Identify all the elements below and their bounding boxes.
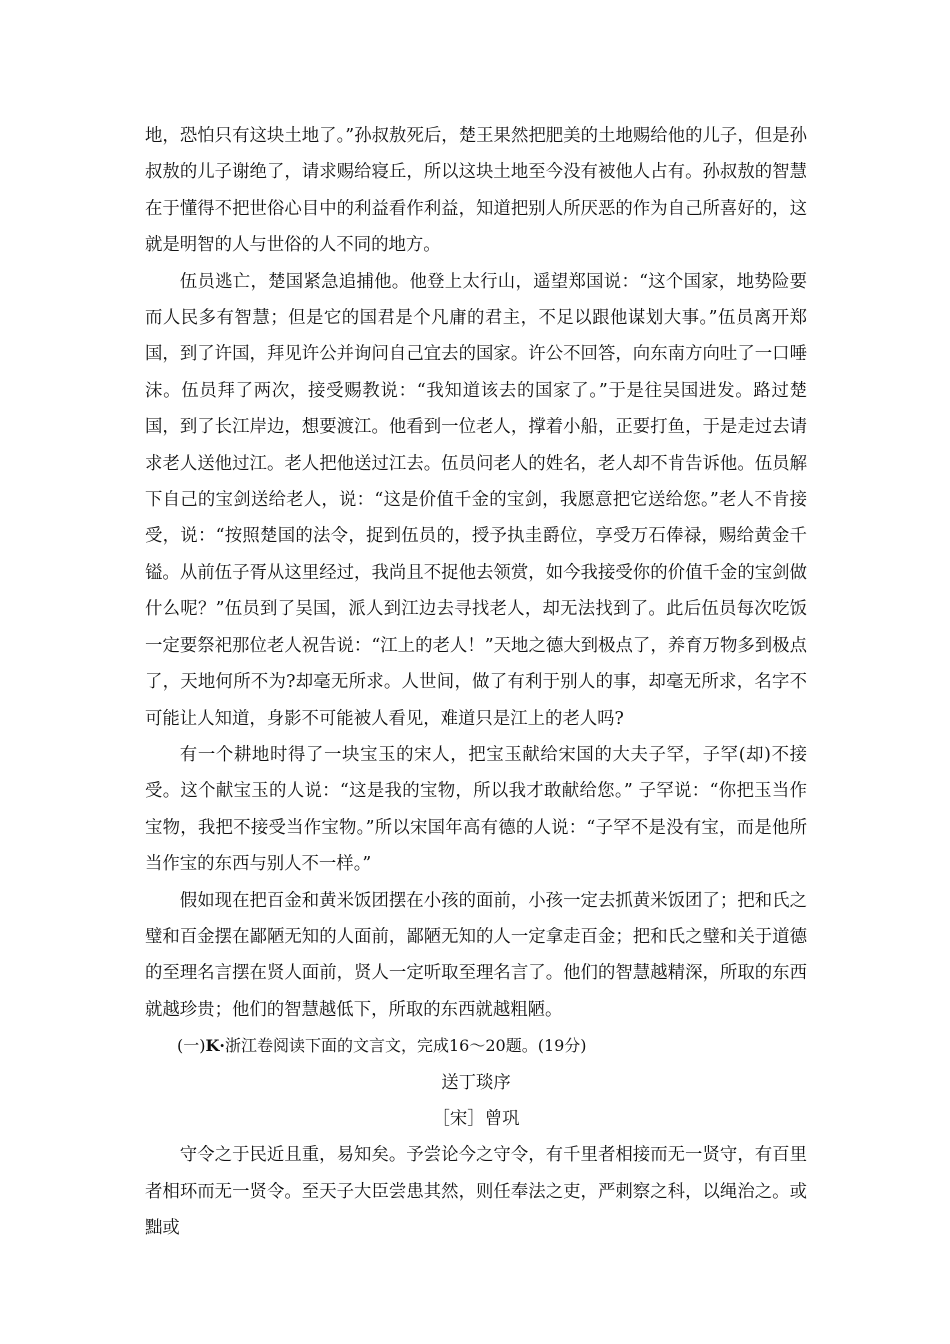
- essay-paragraph: 守令之于民近且重，易知矣。予尝论今之守令，有千里者相接而无一贤守，有百里者相环而无一贤令。至天子大臣尝患其然，则任奉法之吏，严刺察之科，以绳治之。或黜或: [145, 1145, 807, 1239]
- essay-author: ［宋］曾巩: [432, 1108, 520, 1129]
- document-page: [145, 118, 807, 1247]
- paragraph-wuyuan: 伍员逃亡，楚国紧急追捕他。他登上太行山，遥望郑国说：“这个国家，地势险要而人民多有智慧；但是它的国君是个凡庸的君主，不足以跟他谋划大事。”伍员离开郑国，到了许国，拜见许公并询问自己宜去的国家。许公不回答，向东南方向吐了一口唾沫。伍员拜了两次，接受赐教说：“我知道该去的国家了。”于是往吴国进发。路过楚国，到了长江岸边，想要渡江。他看到一位老人，撑着小船，正要打鱼，于是走过去请求老人送他过江。老人把他送过江去。伍员问老人的姓名，老人却不肯告诉他。伍员解下自己的宝剑送给老人，说：“这是价值千金的宝剑，我愿意把它送给您。”老人不肯接受，说：“按照楚国的法令，捉到伍员的，授予执圭爵位，享受万石俸禄，赐给黄金千镒。从前伍子胥从这里经过，我尚且不捉他去领赏，如今我接受你的价值千金的宝剑做什么呢？”伍员到了吴国，派人到江边去寻找老人，却无法找到了。此后伍员每次吃饭一定要祭祀那位老人祝告说：“江上的老人！”天地之德大到极点了，养育万物多到极点了，天地何所不为?却毫无所求。人世间，做了有利于别人的事，却毫无所求，名字不可能让人知道，身影不可能被人看见，难道只是江上的老人吗?: [145, 271, 807, 729]
- question-heading: [145, 1028, 807, 1064]
- paragraph-zihan: 有一个耕地时得了一块宝玉的宋人，把宝玉献给宋国的大夫子罕，子罕(却)不接受。这个献宝玉的人说：“这是我的宝物，所以我才敢献给您。” 子罕说：“你把玉当作宝物，我把不接受当作宝物。”所以宋国年高有德的人说：“子罕不是没有宝，而是他所当作宝的东西与别人不一样。”: [145, 744, 807, 875]
- paragraph-sunshuao: 地，恐怕只有这块土地了。”孙叔敖死后，楚王果然把肥美的土地赐给他的儿子，但是孙叔敖的儿子谢绝了，请求赐给寝丘，所以这块土地至今没有被他人占有。孙叔敖的智慧在于懂得不把世俗心目中的利益看作利益，知道把别人所厌恶的作为自己所喜好的，这就是明智的人与世俗的人不同的地方。: [145, 126, 807, 256]
- essay-title: 送丁琰序: [441, 1072, 511, 1093]
- question-prefix: (一): [177, 1036, 206, 1056]
- paragraph-conclusion: 假如现在把百金和黄米饭团摆在小孩的面前，小孩一定去抓黄米饭团了；把和氏之璧和百金摆在鄙陋无知的人面前，鄙陋无知的人一定拿走百金；把和氏之璧和关于道德的至理名言摆在贤人面前，贤人一定听取至理名言了。他们的智慧越精深，所取的东西就越珍贵；他们的智慧越低下，所取的东西就越粗陋。: [145, 890, 807, 1020]
- question-text: 浙江卷阅读下面的文言文，完成16～20题。(19分): [224, 1036, 587, 1056]
- question-source: K·: [205, 1036, 225, 1056]
